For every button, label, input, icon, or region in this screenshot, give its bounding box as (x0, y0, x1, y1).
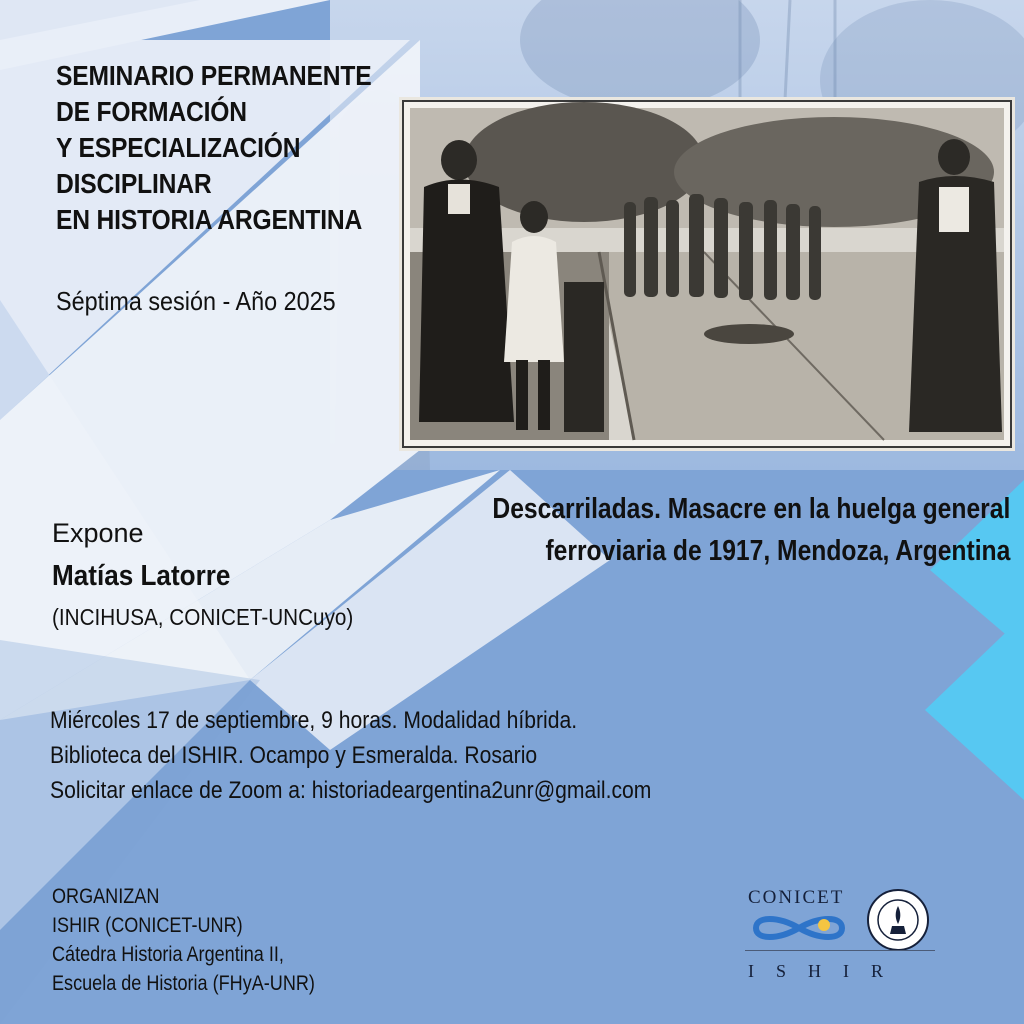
title-line: DE FORMACIÓN (56, 96, 247, 127)
organizer-line: Cátedra Historia Argentina II, (52, 943, 284, 966)
title-line: DISCIPLINAR (56, 168, 212, 199)
title-line: Y ESPECIALIZACIÓN (56, 132, 301, 163)
organizer-line: Escuela de Historia (FHyA-UNR) (52, 972, 315, 995)
talk-title-line: Descarriladas. Masacre en la huelga general (492, 493, 1010, 525)
ishir-logo-text: ISHIR (748, 961, 906, 981)
historical-photo (402, 100, 1012, 448)
event-zoom-request: Solicitar enlace de Zoom a: historiadeargentina2unr@gmail.com (50, 777, 652, 804)
logo-divider (745, 950, 935, 951)
speaker-affiliation: (INCIHUSA, CONICET-UNCuyo) (52, 604, 354, 630)
speaker-name: Matías Latorre (52, 560, 231, 592)
session-subtitle: Séptima sesión - Año 2025 (56, 286, 336, 316)
seminar-title (56, 58, 371, 238)
infinity-sun-logo-icon (748, 910, 850, 946)
event-location: Biblioteca del ISHIR. Ocampo y Esmeralda. Rosario (50, 742, 538, 769)
organizer-line: ISHIR (CONICET-UNR) (52, 914, 243, 937)
university-seal-icon (866, 888, 930, 952)
organizers (52, 882, 315, 998)
talk-title (492, 488, 1010, 572)
photo-icon (404, 102, 1010, 446)
title-line: EN HISTORIA ARGENTINA (56, 204, 363, 235)
event-details (50, 703, 651, 808)
organizers-label: ORGANIZAN (52, 885, 160, 908)
title-line: SEMINARIO PERMANENTE (56, 60, 372, 91)
talk-title-line: ferroviaria de 1917, Mendoza, Argentina (545, 535, 1010, 567)
event-date: Miércoles 17 de septiembre, 9 horas. Modalidad híbrida. (50, 707, 578, 734)
conicet-logo-text: CONICET (748, 887, 845, 908)
speaker-label: Expone (52, 518, 144, 548)
